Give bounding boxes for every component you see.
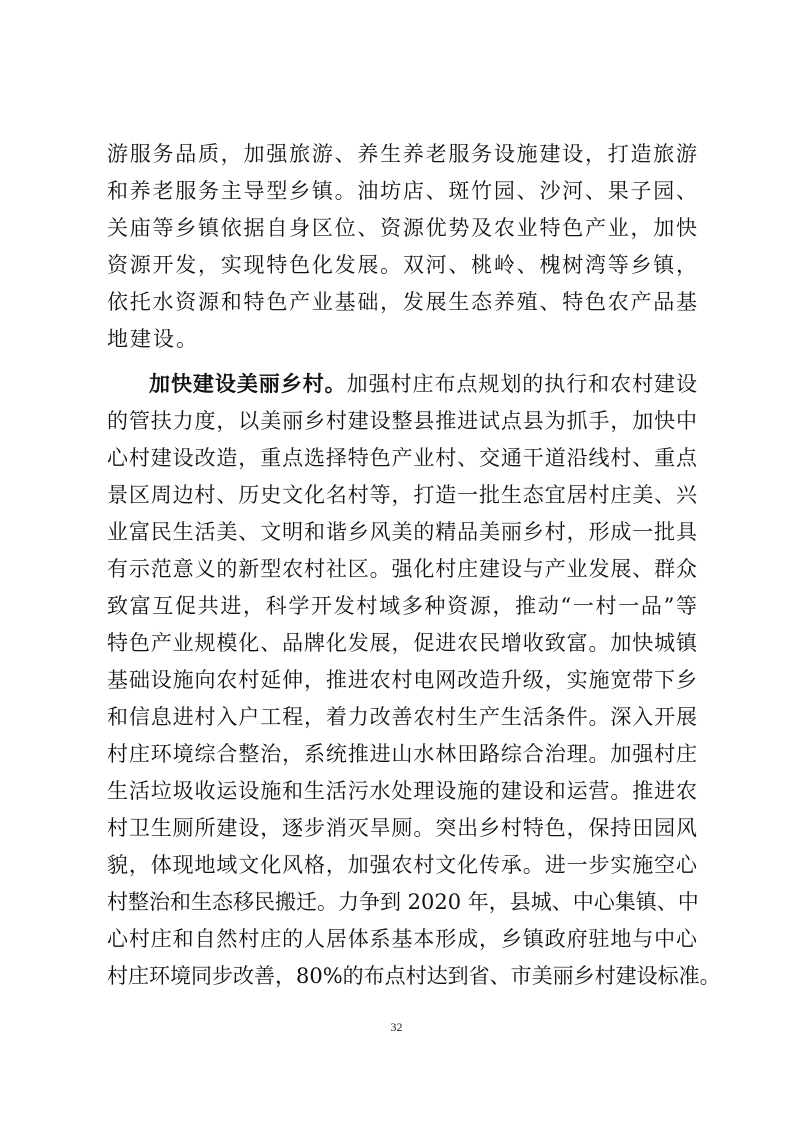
text-line: 地建设。 — [107, 327, 199, 351]
text-line: 基础设施向农村延伸，推进农村电网改造升级，实施宽带下乡 — [107, 668, 697, 692]
text-line: 貌，体现地域文化风格，加强农村文化传承。进一步实施空心 — [107, 853, 697, 877]
text-line: 村卫生厕所建设，逐步消灭旱厕。突出乡村特色，保持田园风 — [107, 816, 697, 840]
paragraph-first-line — [149, 366, 697, 402]
text-line: 心村庄和自然村庄的人居体系基本形成，乡镇政府驻地与中心 — [107, 927, 697, 951]
text-line: 村整治和生态移民搬迁。力争到 2020 年，县城、中心集镇、中 — [107, 890, 699, 914]
paragraph-heading: 加快建设美丽乡村。 — [149, 371, 347, 396]
paragraph-heading-continuation: 加强村庄布点规划的执行和农村建设 — [346, 372, 697, 396]
page-number: 32 — [390, 1020, 403, 1034]
text-line: 和养老服务主导型乡镇。油坊店、斑竹园、沙河、果子园、 — [107, 179, 697, 203]
text-line: 村庄环境综合整治，系统推进山水林田路综合治理。加强村庄 — [107, 742, 697, 766]
text-line: 业富民生活美、文明和谐乡风美的精品美丽乡村，形成一批具 — [107, 520, 697, 544]
text-line: 游服务品质，加强旅游、养生养老服务设施建设，打造旅游 — [107, 142, 697, 166]
text-line: 村庄环境同步改善，80%的布点村达到省、市美丽乡村建设标准。 — [107, 964, 721, 988]
text-line: 特色产业规模化、品牌化发展，促进农民增收致富。加快城镇 — [107, 631, 697, 655]
text-line: 的管扶力度，以美丽乡村建设整县推进试点县为抓手，加快中 — [107, 409, 697, 433]
text-line: 关庙等乡镇依据自身区位、资源优势及农业特色产业，加快 — [107, 216, 697, 240]
text-line: 生活垃圾收运设施和生活污水处理设施的建设和运营。推进农 — [107, 779, 697, 803]
text-line: 心村建设改造，重点选择特色产业村、交通干道沿线村、重点 — [107, 446, 697, 470]
text-line: 资源开发，实现特色化发展。双河、桃岭、槐树湾等乡镇， — [107, 253, 697, 277]
text-line: 依托水资源和特色产业基础，发展生态养殖、特色农产品基 — [107, 290, 697, 314]
text-line: 和信息进村入户工程，着力改善农村生产生活条件。深入开展 — [107, 705, 697, 729]
text-line: 致富互促共进，科学开发村域多种资源，推动“一村一品”等 — [107, 594, 697, 618]
text-line: 景区周边村、历史文化名村等，打造一批生态宜居村庄美、兴 — [107, 483, 697, 507]
text-line: 有示范意义的新型农村社区。强化村庄建设与产业发展、群众 — [107, 557, 697, 581]
